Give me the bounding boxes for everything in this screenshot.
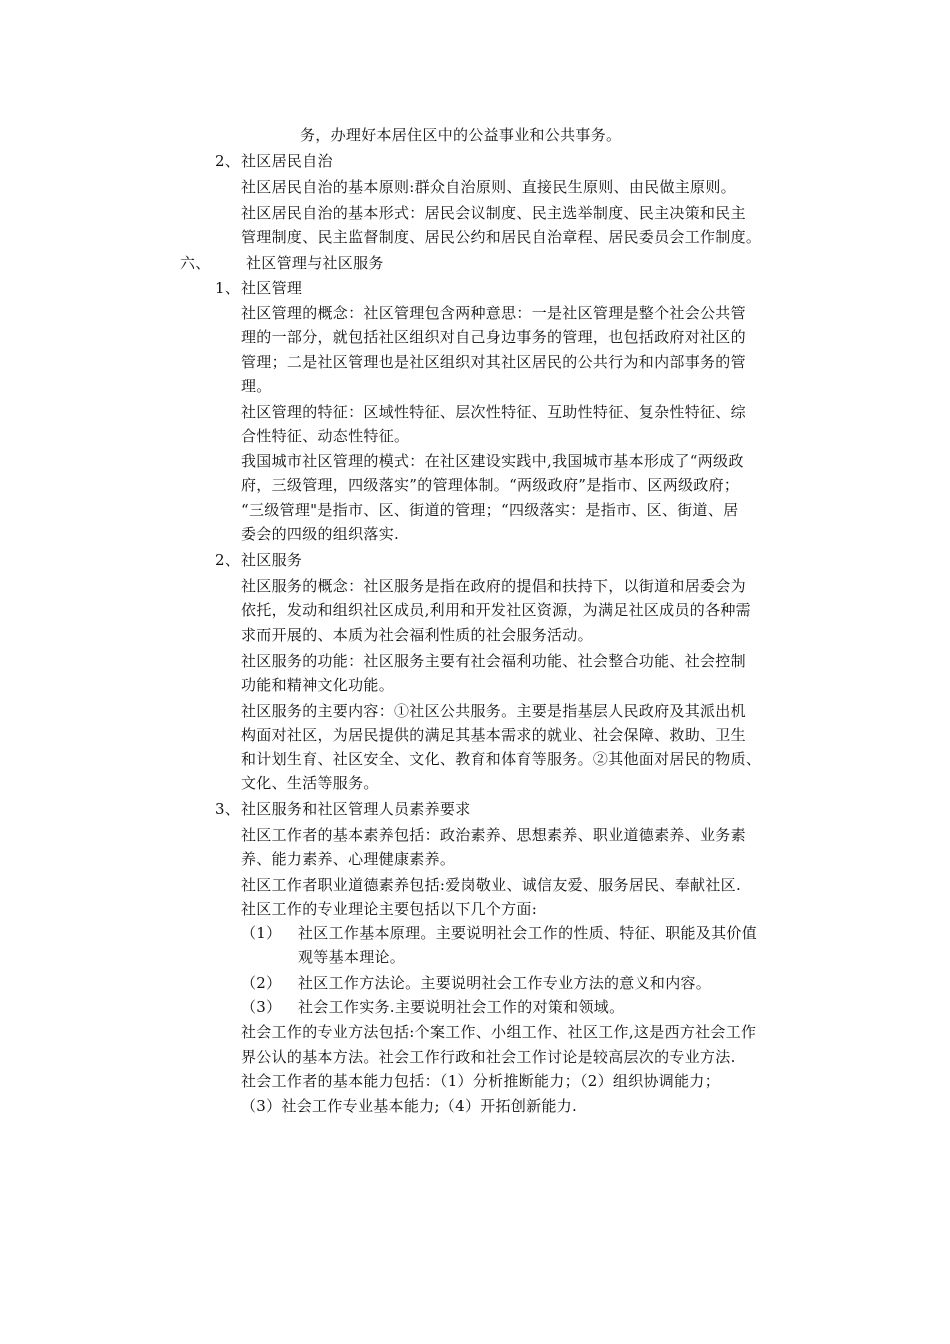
item-number: 1、 [215, 279, 241, 297]
paragraph-line: 功能和精神文化功能。 [241, 676, 395, 694]
paragraph-line: 社会工作的专业方法包括:个案工作、小组工作、社区工作,这是西方社会工作 [241, 1023, 757, 1041]
item-heading: 社区服务和社区管理人员素养要求 [241, 800, 471, 818]
sub-item-number: （2） [241, 974, 282, 992]
item-heading: 社区管理 [241, 279, 303, 297]
paragraph-line: 和计划生育、社区安全、文化、教育和体育等服务。②其他面对居民的物质、 [241, 750, 762, 768]
paragraph-line: 合性特征、动态性特征。 [241, 427, 410, 445]
paragraph-line: 委会的四级的组织落实. [241, 525, 400, 543]
paragraph-line: 社区管理的概念：社区管理包含两种意思：一是社区管理是整个社会公共管 [241, 304, 746, 322]
sub-item-text: 社会工作实务.主要说明社会工作的对策和领域。 [298, 998, 625, 1016]
paragraph-line: 社区服务的功能：社区服务主要有社会福利功能、社会整合功能、社会控制 [241, 652, 746, 670]
paragraph-line: 管理；二是社区管理也是社区组织对其社区居民的公共行为和内部事务的管 [241, 353, 746, 371]
paragraph-line: 府，三级管理，四级落实”的管理体制。“两级政府”是指市、区两级政府； [241, 476, 740, 494]
item-heading: 社区居民自治 [241, 152, 333, 170]
paragraph-line: 理的一部分，就包括社区组织对自己身边事务的管理，也包括政府对社区的 [241, 328, 746, 346]
paragraph-line: 我国城市社区管理的模式：在社区建设实践中,我国城市基本形成了“两级政 [241, 452, 744, 470]
paragraph-line: 社会工作者的基本能力包括：（1）分析推断能力；（2）组织协调能力； [241, 1072, 720, 1090]
sub-item-text: 观等基本理论。 [298, 948, 406, 966]
paragraph-line: 构面对社区，为居民提供的满足其基本需求的就业、社会保障、救助、卫生 [241, 726, 746, 744]
sub-item-number: （1） [241, 924, 282, 942]
sub-item-number: （3） [241, 998, 282, 1016]
paragraph-line: “三级管理"是指市、区、街道的管理；“四级落实：是指市、区、街道、居 [241, 501, 739, 519]
paragraph-line: 依托，发动和组织社区成员,利用和开发社区资源，为满足社区成员的各种需 [241, 601, 751, 619]
paragraph-line: 理。 [241, 377, 272, 395]
paragraph-line: 社区工作者职业道德素养包括:爱岗敬业、诚信友爱、服务居民、奉献社区. [241, 876, 742, 894]
continued-line: 务，办理好本居住区中的公益事业和公共事务。 [300, 126, 622, 144]
sub-item-text: 社区工作基本原理。主要说明社会工作的性质、特征、职能及其价值 [298, 924, 758, 942]
paragraph-line: 界公认的基本方法。社会工作行政和社会工作讨论是较高层次的专业方法. [241, 1048, 736, 1066]
paragraph-line: 社区工作的专业理论主要包括以下几个方面: [241, 900, 538, 918]
paragraph-line: 求而开展的、本质为社会福利性质的社会服务活动。 [241, 626, 593, 644]
paragraph-line: 社区居民自治的基本原则:群众自治原则、直接民生原则、由民做主原则。 [241, 178, 736, 196]
item-number: 2、 [215, 551, 241, 569]
section-number: 六、 [180, 254, 211, 272]
paragraph-line: 社区居民自治的基本形式：居民会议制度、民主选举制度、民主决策和民主 [241, 204, 746, 222]
item-number: 3、 [215, 800, 241, 818]
item-heading: 社区服务 [241, 551, 303, 569]
item-number: 2、 [215, 152, 241, 170]
paragraph-line: 文化、生活等服务。 [241, 774, 379, 792]
paragraph-line: 社区管理的特征：区域性特征、层次性特征、互助性特征、复杂性特征、综 [241, 403, 746, 421]
paragraph-line: 社区服务的主要内容：①社区公共服务。主要是指基层人民政府及其派出机 [241, 702, 746, 720]
paragraph-line: 管理制度、民主监督制度、居民公约和居民自治章程、居民委员会工作制度。 [241, 228, 762, 246]
section-heading: 社区管理与社区服务 [246, 254, 384, 272]
paragraph-line: 社区工作者的基本素养包括：政治素养、思想素养、职业道德素养、业务素 [241, 826, 746, 844]
paragraph-line: 社区服务的概念：社区服务是指在政府的提倡和扶持下，以街道和居委会为 [241, 577, 746, 595]
paragraph-line: 养、能力素养、心理健康素养。 [241, 850, 456, 868]
sub-item-text: 社区工作方法论。主要说明社会工作专业方法的意义和内容。 [298, 974, 712, 992]
paragraph-line: （3）社会工作专业基本能力;（4）开拓创新能力. [241, 1097, 578, 1115]
